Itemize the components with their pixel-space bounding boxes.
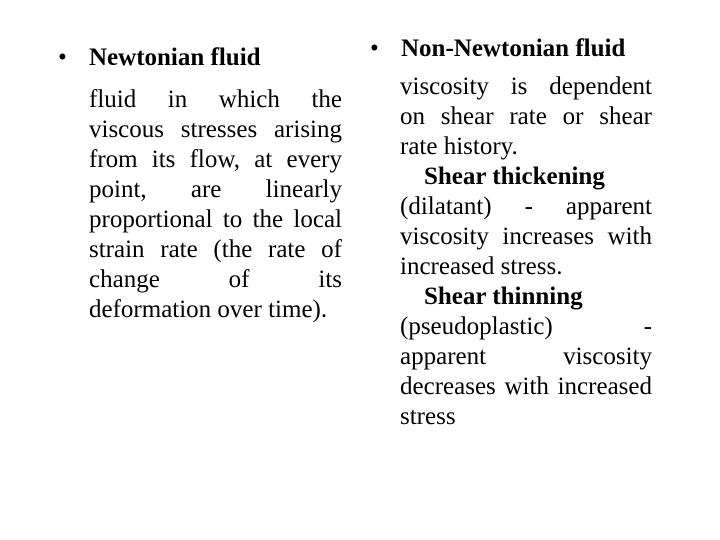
shear-thickening-term: Shear thickening (424, 163, 605, 190)
shear-thinning-term: Shear thinning (424, 283, 583, 310)
bullet-icon: • (58, 44, 67, 71)
newtonian-definition: fluid in which the viscous stresses arising from its flow, at every point, are linearly proportional to the local strain rate (the rate of change of its deformation over time). (89, 86, 342, 323)
non-newtonian-heading-text: Non-Newtonian fluid (401, 35, 626, 62)
shear-thickening-description: (dilatant) - apparent viscosity increases with increased stress. (400, 193, 652, 280)
non-newtonian-heading (370, 34, 625, 64)
shear-thinning-description: (pseudoplastic) - apparent viscosity decreases with increased stress (400, 313, 652, 430)
bullet-icon: • (370, 35, 379, 62)
newtonian-heading (58, 43, 261, 73)
newtonian-heading-text: Newtonian fluid (89, 44, 261, 71)
non-newtonian-definition (400, 72, 652, 432)
non-newtonian-intro: viscosity is dependent on shear rate or shear rate history. (400, 73, 652, 160)
